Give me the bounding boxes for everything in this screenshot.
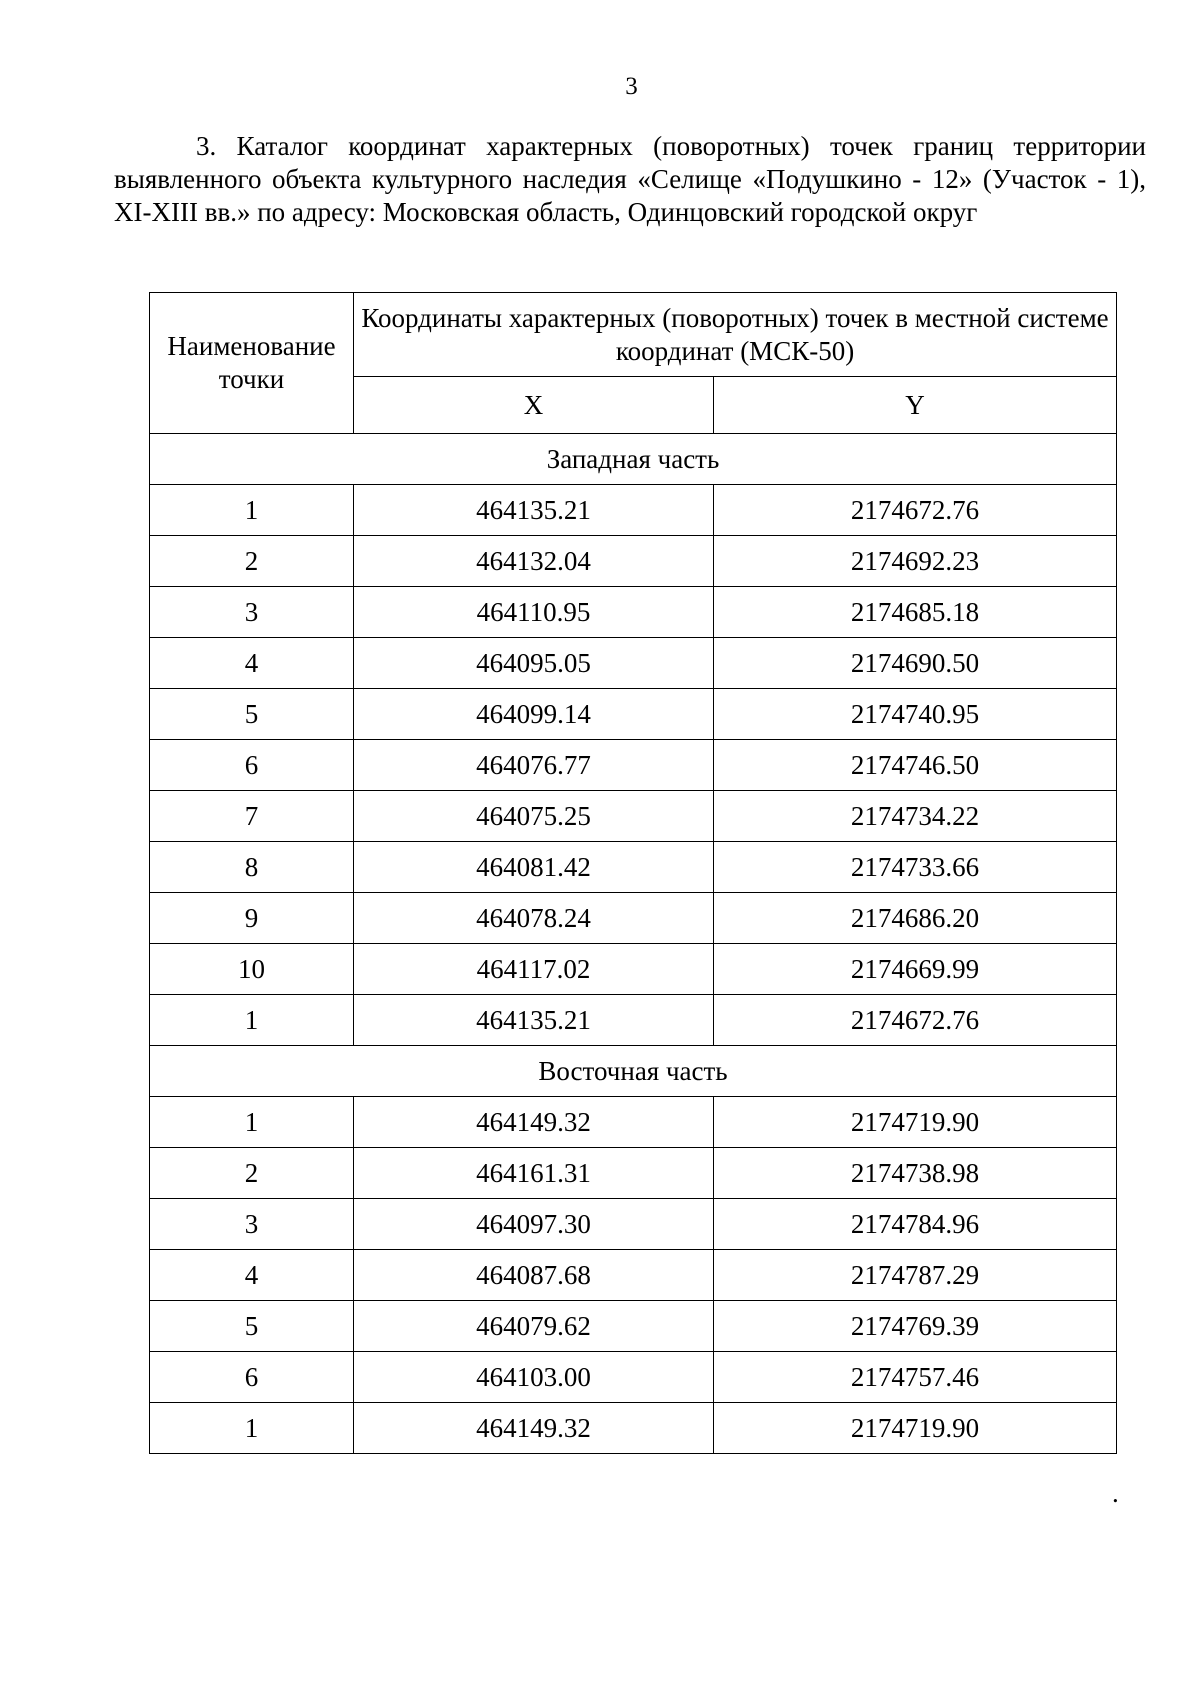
- point-name-cell: 4: [150, 638, 354, 689]
- y-coordinate-cell: 2174685.18: [714, 587, 1117, 638]
- section-row: [150, 434, 1117, 485]
- table-body: [150, 434, 1117, 1454]
- table-row: [150, 1199, 1117, 1250]
- point-name-cell: 3: [150, 587, 354, 638]
- x-coordinate-cell: 464075.25: [354, 791, 714, 842]
- y-coordinate-cell: 2174740.95: [714, 689, 1117, 740]
- y-coordinate-cell: 2174692.23: [714, 536, 1117, 587]
- table-row: [150, 1148, 1117, 1199]
- y-coordinate-cell: 2174769.39: [714, 1301, 1117, 1352]
- x-coordinate-cell: 464097.30: [354, 1199, 714, 1250]
- point-name-cell: 8: [150, 842, 354, 893]
- x-coordinate-cell: 464081.42: [354, 842, 714, 893]
- point-name-cell: 2: [150, 536, 354, 587]
- y-coordinate-cell: 2174719.90: [714, 1097, 1117, 1148]
- y-coordinate-cell: 2174746.50: [714, 740, 1117, 791]
- table-row: [150, 944, 1117, 995]
- intro-paragraph: [114, 130, 1146, 229]
- y-coordinate-cell: 2174672.76: [714, 485, 1117, 536]
- table-row: [150, 536, 1117, 587]
- point-name-cell: 10: [150, 944, 354, 995]
- table-row: [150, 842, 1117, 893]
- y-coordinate-cell: 2174719.90: [714, 1403, 1117, 1454]
- x-coordinate-cell: 464135.21: [354, 485, 714, 536]
- point-name-cell: 6: [150, 740, 354, 791]
- x-coordinate-cell: 464149.32: [354, 1097, 714, 1148]
- table-row: [150, 791, 1117, 842]
- x-coordinate-cell: 464117.02: [354, 944, 714, 995]
- y-coordinate-cell: 2174734.22: [714, 791, 1117, 842]
- y-coordinate-cell: 2174784.96: [714, 1199, 1117, 1250]
- page-number: 3: [625, 73, 638, 100]
- x-coordinate-cell: 464132.04: [354, 536, 714, 587]
- point-name-cell: 6: [150, 1352, 354, 1403]
- y-coordinate-cell: 2174672.76: [714, 995, 1117, 1046]
- point-name-cell: 5: [150, 689, 354, 740]
- table-row: [150, 1301, 1117, 1352]
- point-name-cell: 3: [150, 1199, 354, 1250]
- x-coordinate-cell: 464078.24: [354, 893, 714, 944]
- point-name-cell: 7: [150, 791, 354, 842]
- x-coordinate-cell: 464095.05: [354, 638, 714, 689]
- point-name-cell: 4: [150, 1250, 354, 1301]
- table-row: [150, 995, 1117, 1046]
- table-row: [150, 1352, 1117, 1403]
- point-name-cell: 1: [150, 1403, 354, 1454]
- table-row: [150, 689, 1117, 740]
- x-header: X: [354, 377, 714, 434]
- x-coordinate-cell: 464079.62: [354, 1301, 714, 1352]
- y-coordinate-cell: 2174686.20: [714, 893, 1117, 944]
- x-coordinate-cell: 464110.95: [354, 587, 714, 638]
- table-row: [150, 740, 1117, 791]
- trailing-mark: .: [1112, 1478, 1119, 1508]
- y-coordinate-cell: 2174690.50: [714, 638, 1117, 689]
- table-row: [150, 1250, 1117, 1301]
- point-name-cell: 1: [150, 485, 354, 536]
- y-coordinate-cell: 2174787.29: [714, 1250, 1117, 1301]
- x-coordinate-cell: 464076.77: [354, 740, 714, 791]
- y-coordinate-cell: 2174669.99: [714, 944, 1117, 995]
- coordinates-table: [149, 292, 1117, 1454]
- x-coordinate-cell: 464103.00: [354, 1352, 714, 1403]
- y-coordinate-cell: 2174757.46: [714, 1352, 1117, 1403]
- point-name-cell: 5: [150, 1301, 354, 1352]
- table-row: [150, 587, 1117, 638]
- section-title: Восточная часть: [150, 1046, 1117, 1097]
- table-row: [150, 485, 1117, 536]
- y-coordinate-cell: 2174733.66: [714, 842, 1117, 893]
- point-name-cell: 1: [150, 1097, 354, 1148]
- point-name-header: Наименование точки: [150, 293, 354, 434]
- intro-text: 3. Каталог координат характерных (поворотных) точек границ территории выявленного объекта культурного наследия «Селище «Подушкино - 12» (Участок - 1), XI-XIII вв.» по адресу: Московская область, Одинцовский городской округ: [114, 131, 1146, 227]
- point-name-cell: 1: [150, 995, 354, 1046]
- y-header: Y: [714, 377, 1117, 434]
- x-coordinate-cell: 464149.32: [354, 1403, 714, 1454]
- x-coordinate-cell: 464161.31: [354, 1148, 714, 1199]
- y-coordinate-cell: 2174738.98: [714, 1148, 1117, 1199]
- section-title: Западная часть: [150, 434, 1117, 485]
- point-name-cell: 9: [150, 893, 354, 944]
- point-name-cell: 2: [150, 1148, 354, 1199]
- table-row: [150, 893, 1117, 944]
- table-row: [150, 1097, 1117, 1148]
- x-coordinate-cell: 464099.14: [354, 689, 714, 740]
- table-row: [150, 1403, 1117, 1454]
- section-row: [150, 1046, 1117, 1097]
- x-coordinate-cell: 464087.68: [354, 1250, 714, 1301]
- coordinates-header: Координаты характерных (поворотных) точек в местной системе координат (МСК-50): [354, 293, 1117, 377]
- x-coordinate-cell: 464135.21: [354, 995, 714, 1046]
- table-row: [150, 638, 1117, 689]
